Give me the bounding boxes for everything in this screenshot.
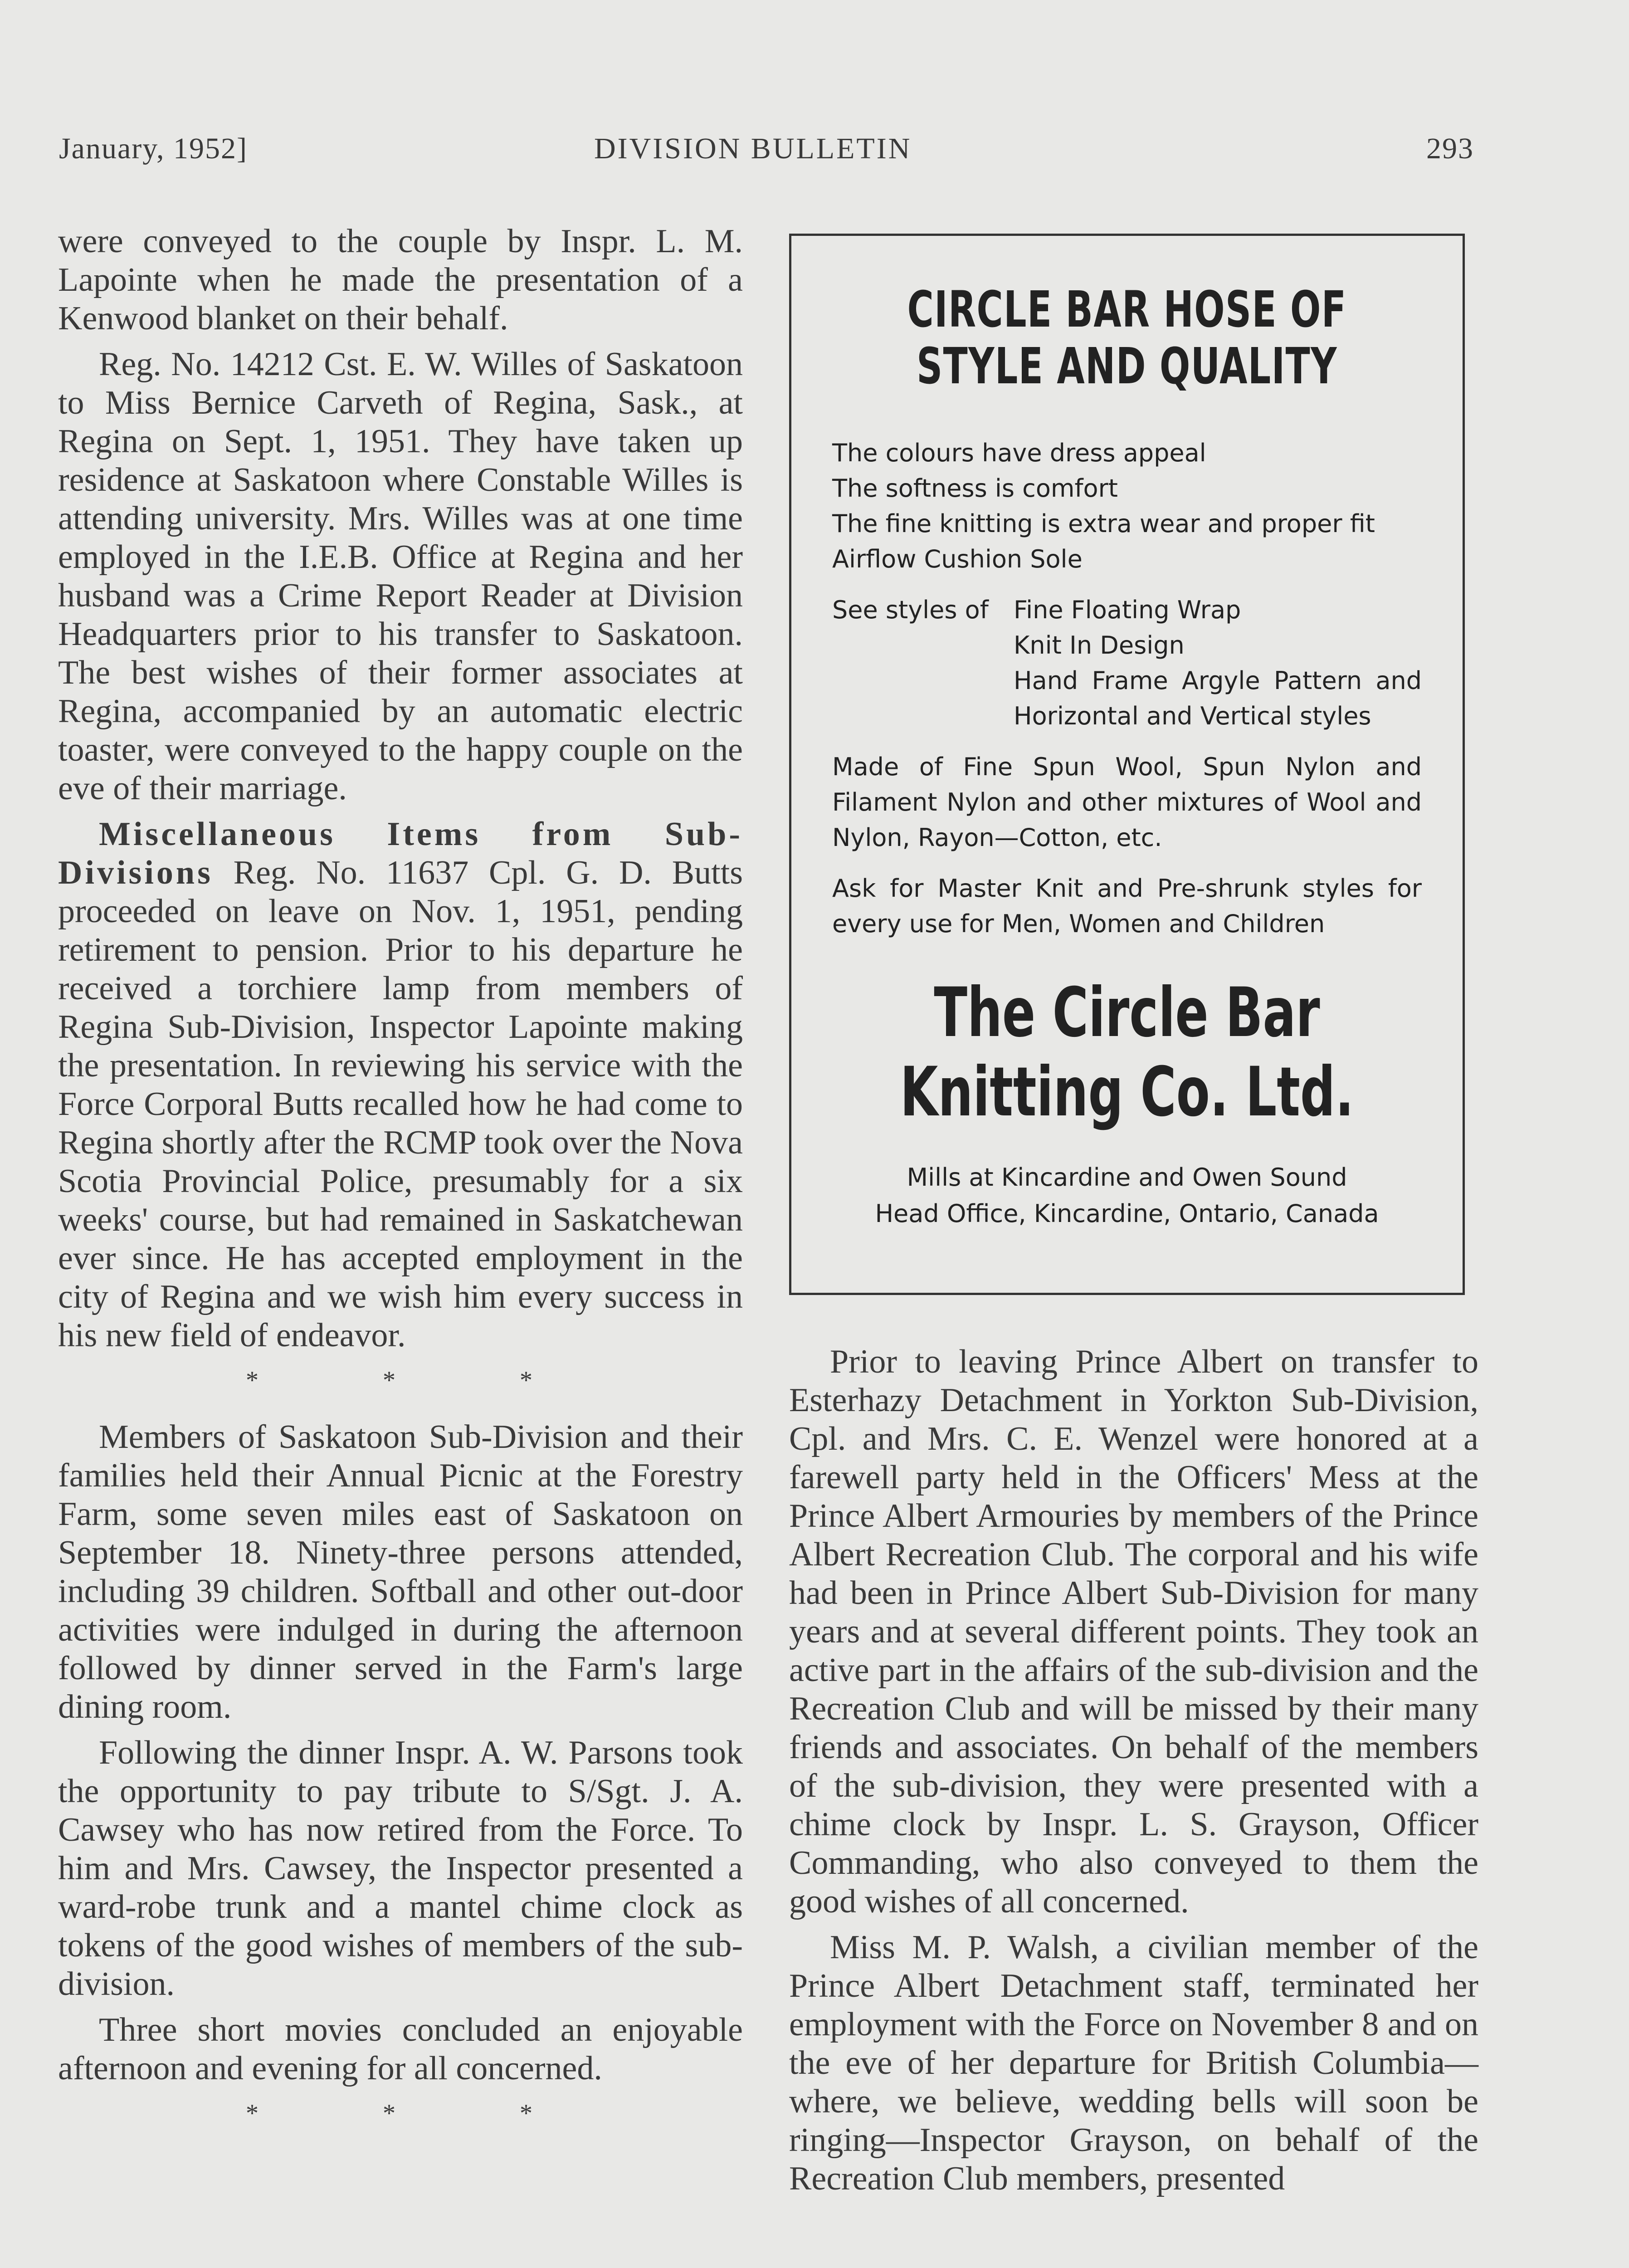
page-number: 293 (1426, 132, 1474, 165)
ad-feature: The softness is comfort (832, 474, 1118, 503)
advertisement (789, 234, 1465, 1295)
section-separator: * * * (246, 2099, 591, 2127)
ad-style-item: Hand Frame Argyle Pattern and Horizontal and Vertical styles (1014, 666, 1422, 730)
paragraph: Miss M. P. Walsh, a civilian member of the Prince Albert Detachment staff, terminated her employment with the Force on November 8 and on the eve of her departure for British Columbia—where, we believe, wedding bells will soon be ringing—Inspector Grayson, on behalf of the Recreation Club members, presented (789, 1929, 1478, 2197)
ad-feature: The colours have dress appeal (832, 439, 1206, 467)
ad-company-name: The Circle Bar Knitting Co. Ltd. (900, 973, 1354, 1132)
paragraph-text: Reg. No. 11637 Cpl. G. D. Butts proceeded on leave on Nov. 1, 1951, pending retirement to pension. Prior to his departure he received a torchiere lamp from members of Regina Sub-Division, Inspector Lapointe making the presentation. In reviewing his service with the Force Corporal Butts recalled how he had come to Regina shortly after the RCMP took over the Nova Scotia Provincial Police, presumably for a six weeks' course, but had remained in Saskatchewan ever since. He has accepted employment in the city of Regina and we wish him every success in his new field of endeavor. (58, 854, 743, 1354)
ad-styles-lead: See styles of (832, 596, 989, 624)
paragraph: Reg. No. 14212 Cst. E. W. Willes of Saskatoon to Miss Bernice Carveth of Regina, Sask., at Regina on Sept. 1, 1951. They have taken up residence at Saskatoon where Constable Willes is attending university. Mrs. Willes was at one time employed in the I.E.B. Office at Regina and her husband was a Crime Report Reader at Division Headquarters prior to his transfer to Saskatoon. The best wishes of their former associates at Regina, accompanied by an automatic electric toaster, were conveyed to the happy couple on the eve of their marriage. (58, 346, 743, 807)
ad-mills: Mills at Kincardine and Owen Sound (907, 1163, 1347, 1192)
paragraph: Members of Saskatoon Sub-Division and their families held their Annual Picnic at the Forestry Farm, some seven miles east of Saskatoon on September 18. Ninety-three persons attended, including 39 children. Softball and other out-door activities were indulged in during the afternoon followed by dinner served in the Farm's large dining room. (58, 1418, 743, 1725)
paragraph: Three short movies concluded an enjoyable afternoon and evening for all concerned. (58, 2011, 743, 2087)
ad-ask: Ask for Master Knit and Pre-shrunk styles for every use for Men, Women and Children (832, 874, 1422, 938)
ad-feature: Airflow Cushion Sole (832, 545, 1083, 573)
ad-locations (832, 1159, 1422, 1232)
ad-features (832, 435, 1422, 577)
ad-style-item: Knit In Design (1014, 631, 1185, 660)
right-column (789, 1343, 1478, 2198)
issue-date: January, 1952] (59, 132, 248, 165)
ad-head-office: Head Office, Kincardine, Ontario, Canada (875, 1199, 1379, 1228)
paragraph: were conveyed to the couple by Inspr. L. M. Lapointe when he made the presentation of a Kenwood blanket on their behalf. (58, 223, 743, 337)
ad-title: CIRCLE BAR HOSE OF STYLE AND QUALITY (907, 280, 1347, 395)
paragraph: Prior to leaving Prince Albert on transfer to Esterhazy Detachment in Yorkton Sub-Division, Cpl. and Mrs. C. E. Wenzel were honored at a farewell party held in the Officers' Mess at the Prince Albert Armouries by members of the Prince Albert Recreation Club. The corporal and his wife had been in Prince Albert Sub-Division for many years and at several different points. They took an active part in the affairs of the sub-division and the Recreation Club and will be missed by their many friends and associates. On behalf of the members of the sub-division, they were presented with a chime clock by Inspr. L. S. Grayson, Officer Commanding, who also conveyed to them the good wishes of all concerned. (789, 1343, 1478, 1920)
ad-feature: The fine knitting is extra wear and proper fit (832, 509, 1375, 538)
section-separator: * * * (246, 1366, 591, 1394)
publication-title: DIVISION BULLETIN (594, 132, 912, 165)
left-column (58, 222, 743, 2151)
ad-style-item: Fine Floating Wrap (1014, 596, 1241, 624)
ad-materials: Made of Fine Spun Wool, Spun Nylon and Filament Nylon and other mixtures of Wool and Nylon, Rayon—Cotton, etc. (832, 753, 1422, 852)
paragraph: Following the dinner Inspr. A. W. Parsons took the opportunity to pay tribute to S/Sgt. J. A. Cawsey who has now retired from the Force. To him and Mrs. Cawsey, the Inspector presented a ward-robe trunk and a mantel chime clock as tokens of the good wishes of members of the sub-division. (58, 1734, 743, 2003)
page-header (59, 132, 1474, 172)
section-heading: Miscellaneous Items from Sub-Divisions (58, 816, 743, 891)
ad-styles (832, 592, 1422, 734)
paragraph (58, 815, 743, 1355)
